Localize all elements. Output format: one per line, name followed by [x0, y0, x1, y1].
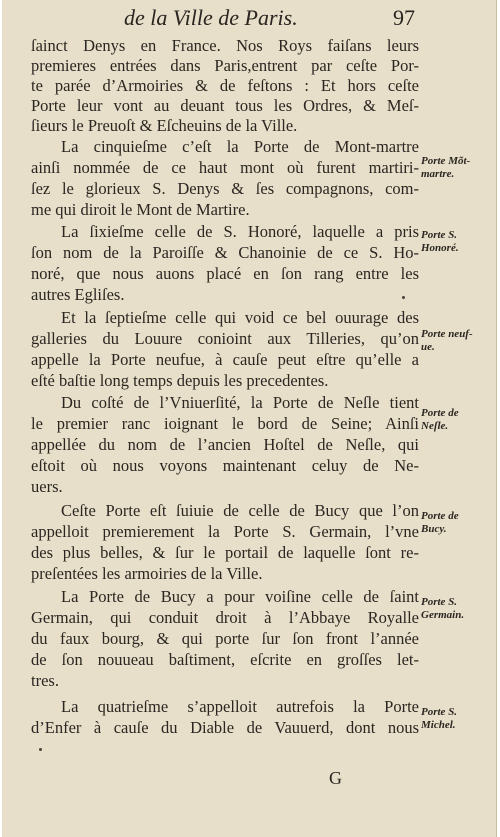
text-line: te parée d’Armoiries & de feſtons : Et hors ceſte	[31, 76, 419, 95]
margin-note-line: Porte S.	[421, 229, 458, 241]
text-line: de ſon nouueau baſtiment, eſcrite en groſſes let-	[31, 650, 419, 669]
margin-note-porte-de-nesle	[421, 407, 497, 433]
margin-note-line: martre.	[421, 168, 455, 180]
margin-note-line: Porte S.	[421, 596, 458, 608]
text-line: appellée du nom de l’ancien Hoſtel de Neſle, qui	[31, 435, 419, 454]
margin-note-line: Porte S.	[421, 706, 458, 718]
margin-note-line: Bucy.	[421, 523, 447, 535]
margin-note-porte-st-michel	[421, 706, 497, 732]
text-line: me qui diroit le Mont de Martire.	[31, 200, 250, 219]
text-line: Porte leur vont au deuant tous les Ordres, & Meſ-	[31, 96, 419, 115]
catchword: G	[329, 768, 342, 788]
text-line: uers.	[31, 477, 63, 496]
text-line: appelloit premierement la Porte S. Germain, l’vne	[31, 522, 419, 541]
margin-note-porte-st-honore	[421, 229, 497, 255]
text-line: ſieurs le Preuoſt & Eſcheuins de la Ville.	[31, 116, 298, 135]
text-line: preſentées les armoiries de la Ville.	[31, 564, 263, 583]
text-line: Et la ſeptieſme celle qui void ce bel ouurage des	[61, 308, 419, 327]
text-line: ſez le glorieux S. Denys & ſes compagnons, com-	[31, 179, 419, 198]
text-line: Ceſte Porte eſt ſuiuie de celle de Bucy que l’on	[61, 501, 419, 520]
margin-note-line: Germain.	[421, 609, 465, 621]
page-header	[2, 3, 497, 33]
margin-note-porte-neufue	[421, 328, 497, 354]
text-line: des plus belles, & ſur le portail de laquelle ſont re-	[31, 543, 419, 562]
running-head: de la Ville de Paris.	[124, 5, 298, 30]
text-line: Du coſté de l’Vniuerſité, la Porte de Neſle tient	[61, 393, 419, 412]
text-line: noré, que nous auons placé en ſon rang entre les	[31, 264, 419, 283]
ink-speck	[39, 748, 42, 751]
text-line: autres Egliſes.	[31, 285, 125, 304]
ink-speck	[402, 296, 405, 299]
text-line: appelle la Porte neufue, à cauſe peut eſtre qu’elle a	[31, 350, 419, 369]
margin-note-line: Porte Mõt-	[421, 155, 471, 167]
text-line: eſtoit où nous voyons maintenant celuy de Ne-	[31, 456, 419, 475]
text-line: le premier ranc ioignant le bord de Seine; Ainſi	[31, 414, 419, 433]
margin-note-porte-st-germain	[421, 596, 497, 622]
text-line: ſon nom de la Paroiſſe & Chanoinie de ce S. Ho-	[31, 243, 419, 262]
text-line: ſainct Denys en France. Nos Roys faiſans leurs	[31, 36, 419, 55]
text-line: La ſixieſme celle de S. Honoré, laquelle a pris	[61, 222, 419, 241]
text-line: La quatrieſme s’appelloit autrefois la Porte	[61, 697, 419, 716]
margin-note-line: ue.	[421, 341, 435, 353]
text-line: du faux bourg, & qui porte ſur ſon front l’année	[31, 629, 419, 648]
text-line: La cinquieſme c’eſt la Porte de Mont-martre	[61, 137, 419, 156]
text-line: premieres entrées dans Paris,entrent par ceſte Por-	[31, 56, 419, 75]
text-line: Germain, qui conduit droit à l’Abbaye Royalle	[31, 608, 419, 627]
text-line: galleries du Louure conioint aux Tilleries, qu’on	[31, 329, 419, 348]
text-line: La Porte de Bucy a pour voiſine celle de ſaint	[61, 587, 419, 606]
margin-note-porte-montmartre	[421, 155, 497, 181]
margin-note-line: Michel.	[421, 719, 456, 731]
margin-note-line: Porte neuf-	[421, 328, 473, 340]
text-line: tres.	[31, 671, 59, 690]
margin-note-line: Porte de	[421, 510, 459, 522]
page-number: 97	[393, 5, 415, 30]
text-line: eſté baſtie long temps depuis les precedentes.	[31, 371, 329, 390]
text-line: d’Enfer à cauſe du Diable de Vauuerd, dont nous	[31, 718, 419, 737]
margin-note-line: Porte de	[421, 407, 459, 419]
margin-note-porte-de-bucy	[421, 510, 497, 536]
margin-note-line: Honoré.	[421, 242, 459, 254]
margin-note-line: Neſle.	[421, 420, 449, 432]
text-line: ainſi nommée de ce haut mont où furent martiri-	[31, 158, 419, 177]
book-page	[2, 0, 497, 837]
